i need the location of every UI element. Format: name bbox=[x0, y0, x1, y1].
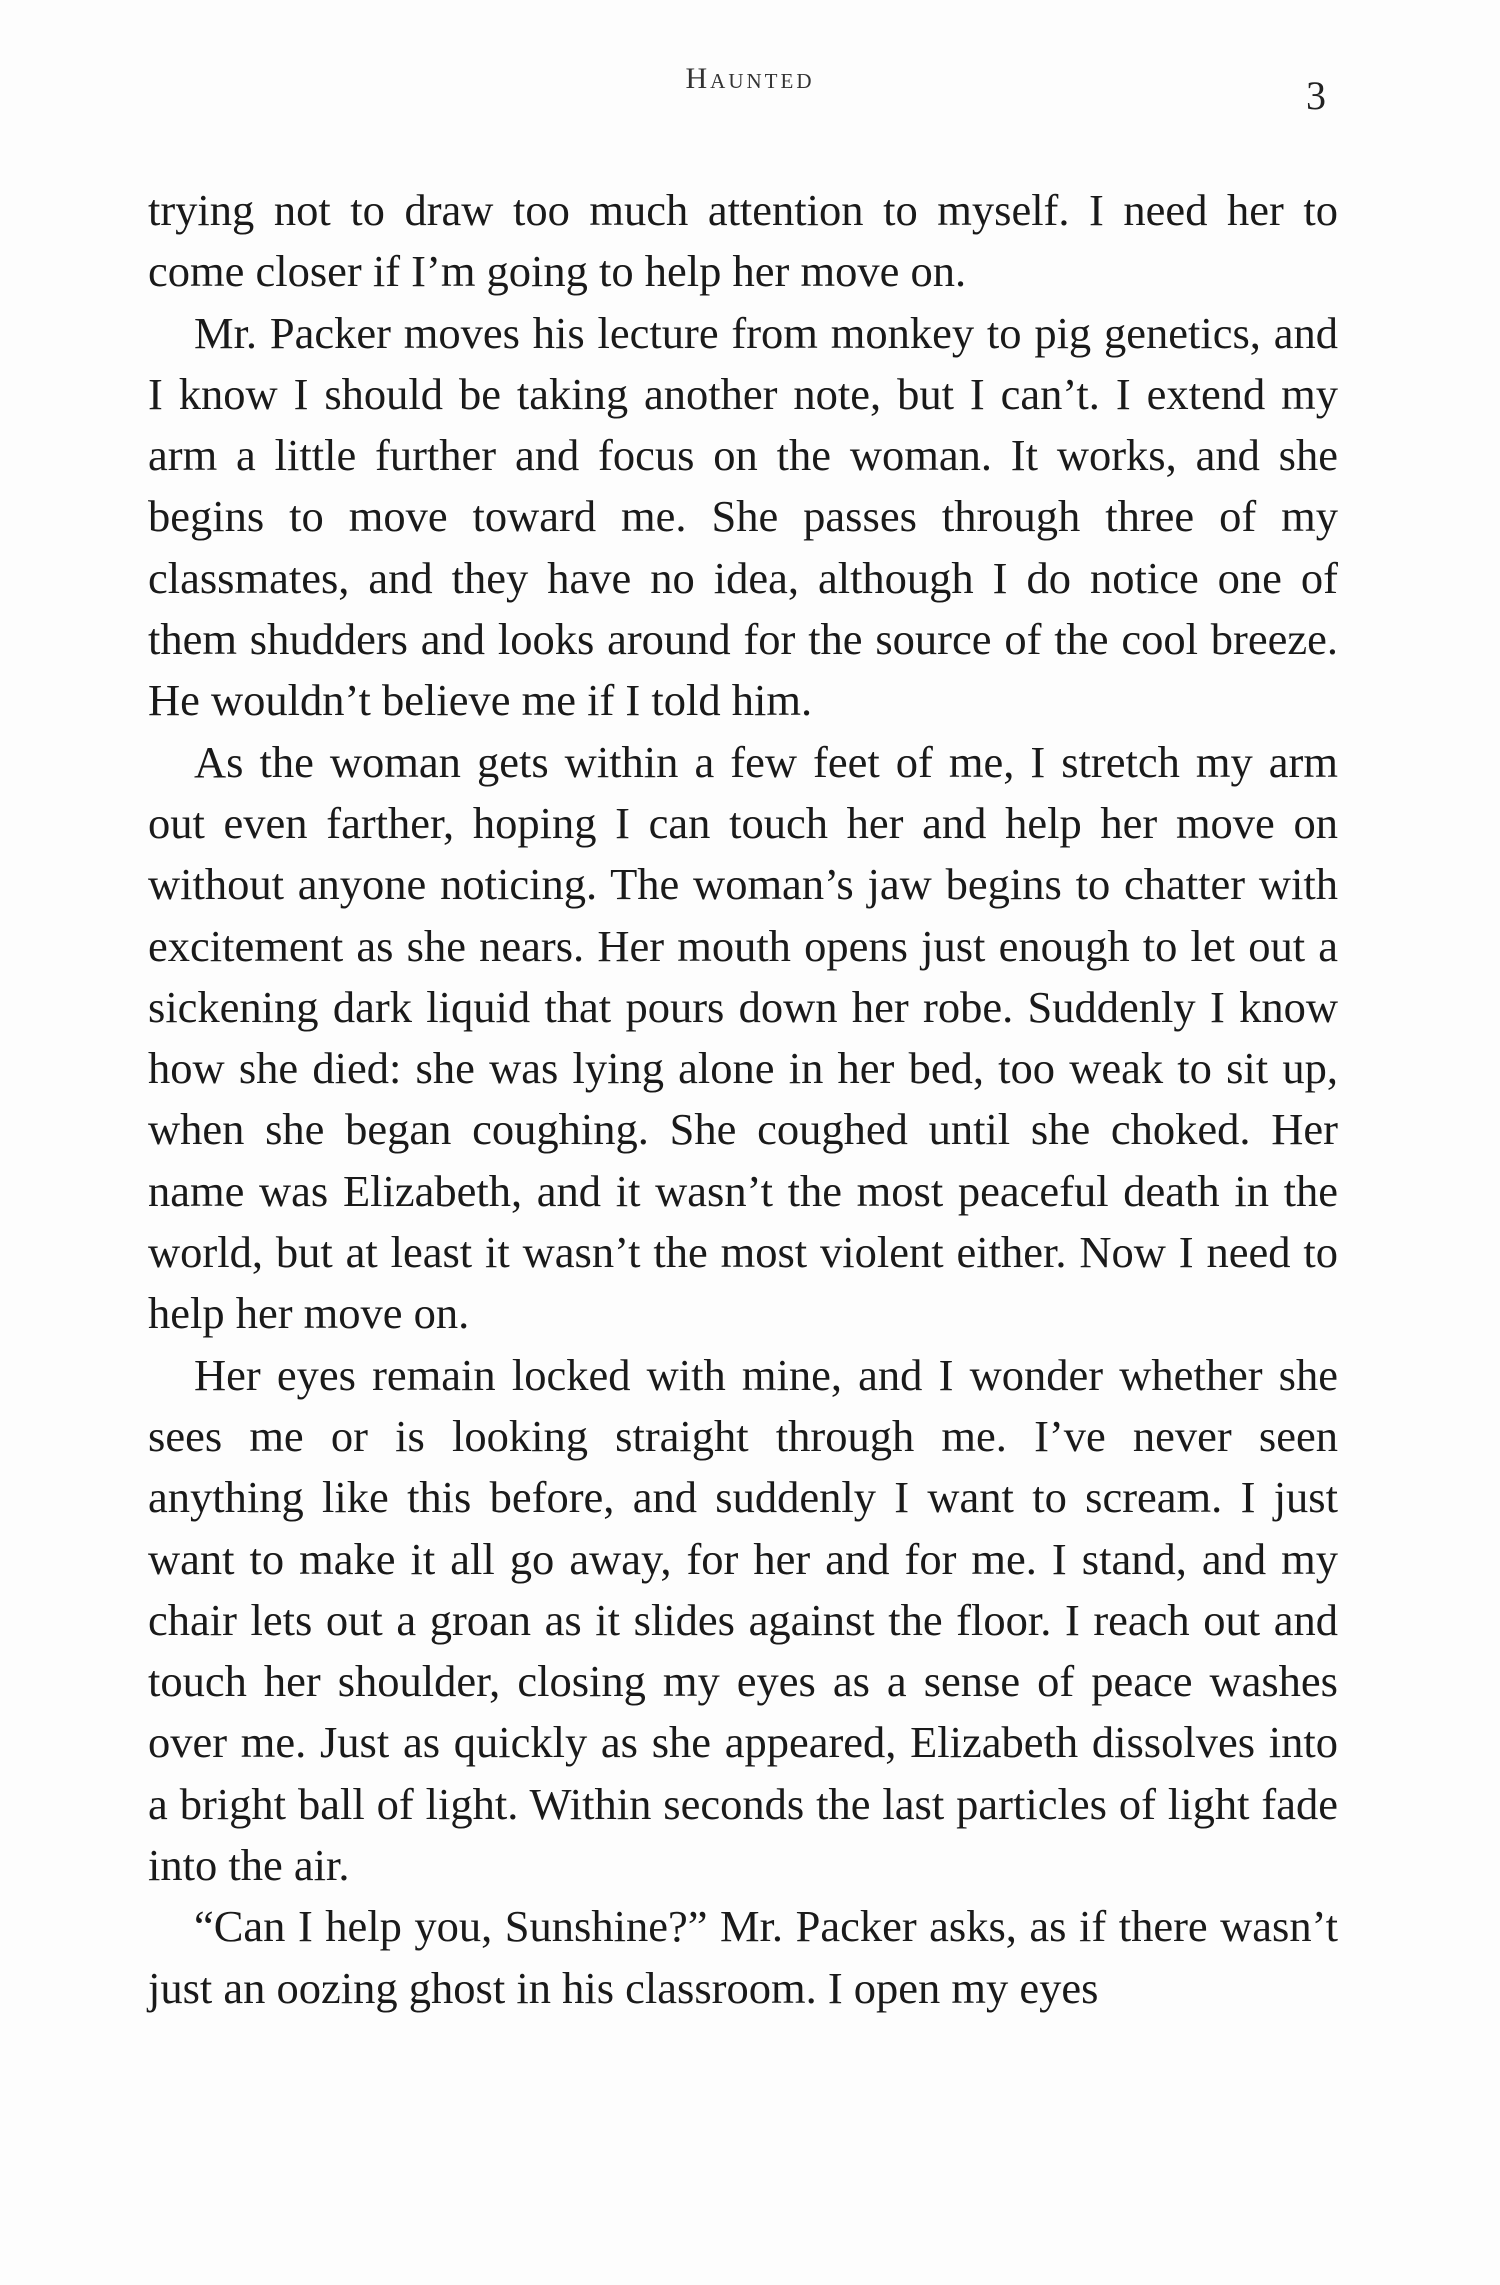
paragraph-2: Mr. Packer moves his lecture from monkey to pig genetics, and I know I should be taking another note, but I can’t. I extend my arm a little further and focus on the woman. It works, and she begins to move toward me. She passes through three of my classmates, and they have no idea, although I do notice one of them shudders and looks around for the source of the cool breeze. He wouldn’t believe me if I told him. bbox=[148, 307, 1338, 726]
paragraph-1: trying not to draw too much attention to myself. I need her to come closer if I’m going to help her move on. bbox=[148, 185, 1338, 297]
paragraph-4: Her eyes remain locked with mine, and I wonder whether she sees me or is looking straight through me. I’ve never seen anything like this before, and suddenly I want to scream. I just want to make it all go away, for her and for me. I stand, and my chair lets out a groan as it slides against the floor. I reach out and touch her shoulder, closing my eyes as a sense of peace washes over me. Just as quickly as she appeared, Elizabeth dissolves into a bright ball of light. Within seconds the last particles of light fade into the air. bbox=[148, 1349, 1338, 1891]
page-number: 3 bbox=[1306, 73, 1326, 118]
paragraph-3: As the woman gets within a few feet of me, I stretch my arm out even farther, hoping I can touch her and help her move on without anyone noticing. The woman’s jaw begins to chatter with excitement as she nears. Her mouth opens just enough to let out a sickening dark liquid that pours down her robe. Suddenly I know how she died: she was lying alone in her bed, too weak to sit up, when she began coughing. She coughed until she choked. Her name was Elizabeth, and it wasn’t the most peaceful death in the world, but at least it wasn’t the most violent either. Now I need to help her move on. bbox=[148, 736, 1338, 1339]
body-text bbox=[148, 180, 1338, 2019]
running-head: Haunted bbox=[685, 62, 815, 95]
paragraph-5: “Can I help you, Sunshine?” Mr. Packer asks, as if there wasn’t just an oozing ghost in his classroom. I open my eyes bbox=[148, 1901, 1338, 2013]
